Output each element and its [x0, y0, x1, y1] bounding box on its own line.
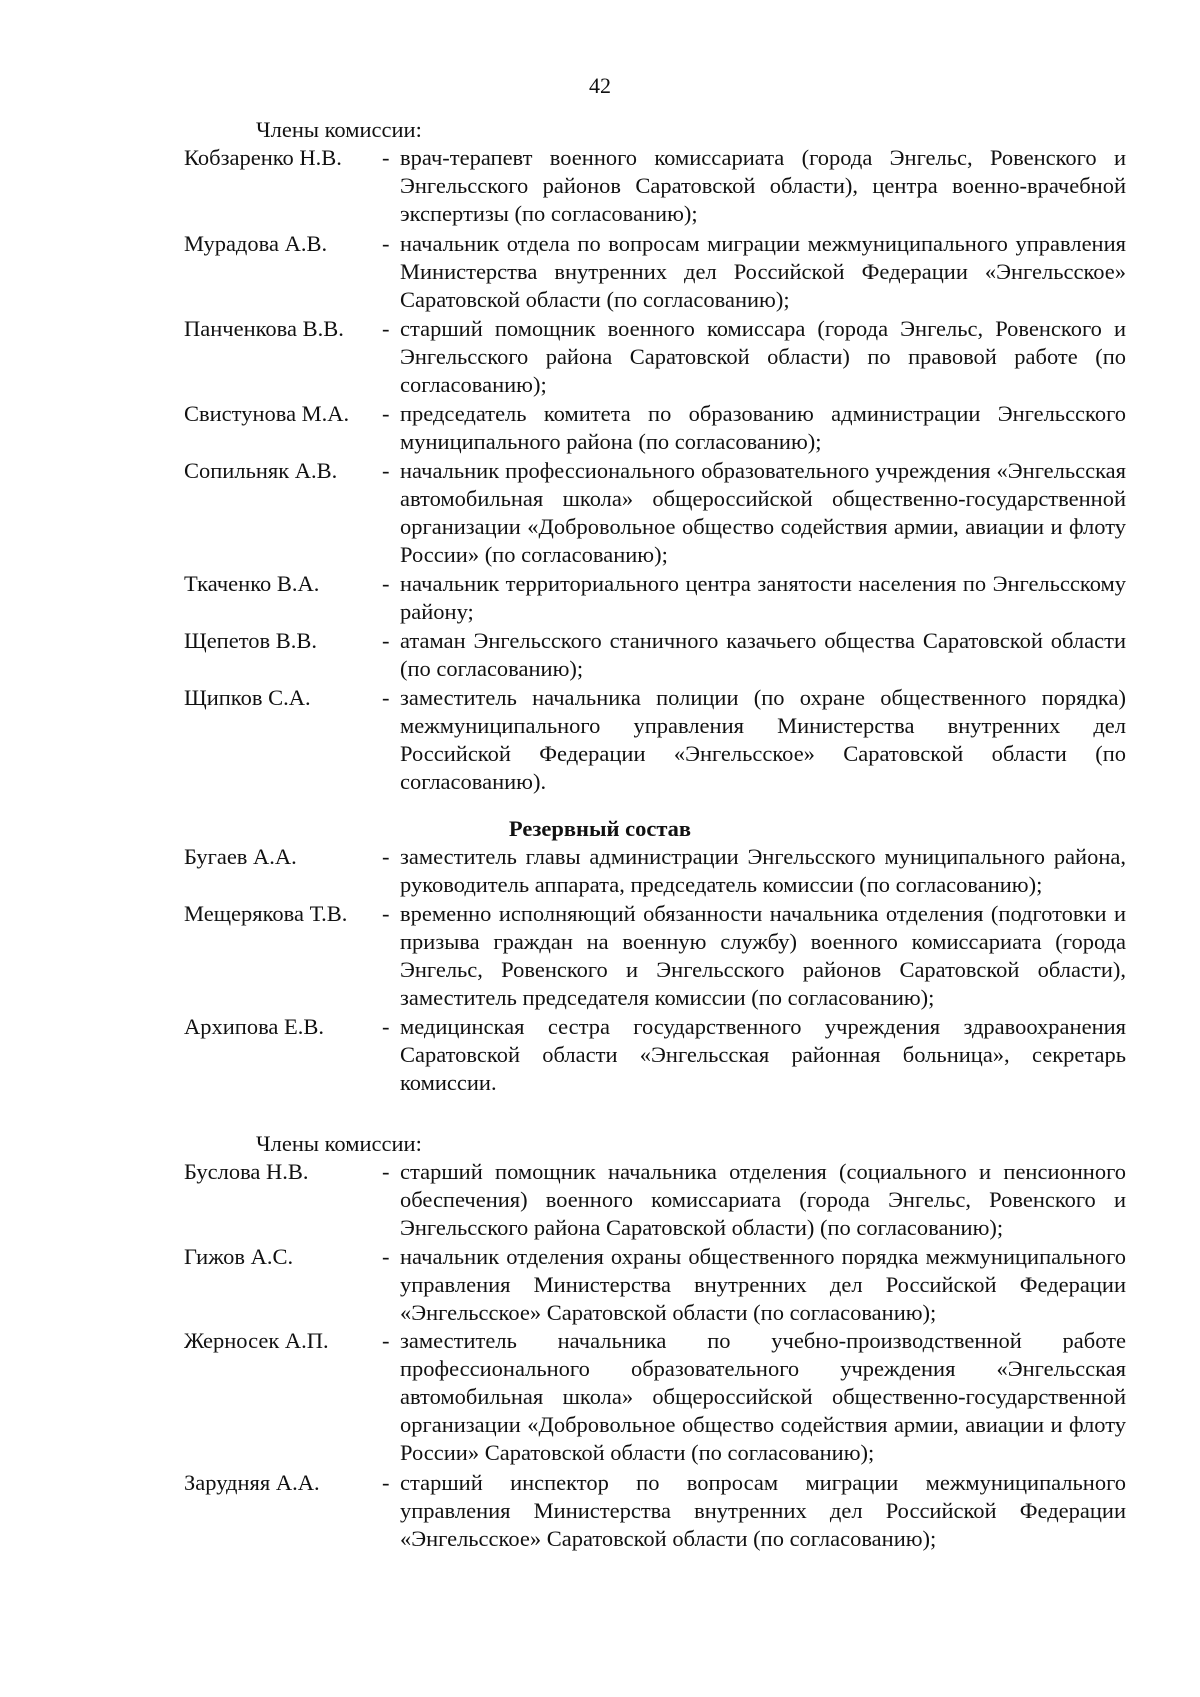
member-role: заместитель начальника по учебно-производственной работе профессионального образовательного учреждения «Энгельсская автомобильная школа» общероссийской общественно-государственной организации «Добровольное общество содействия армии, авиации и флоту России» Саратовской области (по согласованию); — [400, 1328, 1126, 1465]
member-name: Мурадова А.В. — [184, 231, 328, 256]
member-role: старший помощник начальника отделения (социального и пенсионного обеспечения) военного комиссариата (города Энгельс, Ровенского и Энгельсского района Саратовской области) (по согласованию); — [400, 1159, 1126, 1240]
member-name: Ткаченко В.А. — [184, 571, 320, 596]
dash: - — [382, 231, 390, 256]
member-entry — [184, 1469, 1126, 1553]
members-label-2: Члены комиссии: — [256, 1131, 422, 1156]
member-name: Буслова Н.В. — [184, 1159, 309, 1184]
member-entry — [184, 1158, 1126, 1242]
member-name: Щипков С.А. — [184, 685, 311, 710]
member-name: Панченкова В.В. — [184, 316, 344, 341]
member-role: начальник профессионального образовательного учреждения «Энгельсская автомобильная школа» общероссийской общественно-государственной организации «Добровольное общество содействия армии, авиации и флоту России» (по согласованию); — [400, 458, 1126, 567]
dash: - — [382, 458, 390, 483]
member-entry — [184, 684, 1126, 796]
dash: - — [382, 844, 390, 869]
member-entry — [184, 400, 1126, 456]
member-name: Кобзаренко Н.В. — [184, 145, 342, 170]
member-name: Мещерякова Т.В. — [184, 901, 348, 926]
member-name: Щепетов В.В. — [184, 628, 318, 653]
member-role: заместитель главы администрации Энгельсского муниципального района, руководитель аппарата, председатель комиссии (по согласованию); — [400, 844, 1126, 897]
member-entry — [184, 900, 1126, 1012]
dash: - — [382, 1244, 390, 1269]
member-role: начальник отдела по вопросам миграции межмуниципального управления Министерства внутренних дел Российской Федерации «Энгельсское» Саратовской области (по согласованию); — [400, 231, 1126, 312]
members-label-1: Члены комиссии: — [256, 117, 422, 142]
member-name: Архипова Е.В. — [184, 1014, 325, 1039]
member-entry — [184, 144, 1126, 228]
member-role: старший помощник военного комиссара (города Энгельс, Ровенского и Энгельсского района Саратовской области) по правовой работе (по согласованию); — [400, 316, 1126, 397]
member-name: Бугаев А.А. — [184, 844, 297, 869]
member-entry — [184, 627, 1126, 683]
member-name: Зарудняя А.А. — [184, 1470, 320, 1495]
member-entry — [184, 1243, 1126, 1327]
member-role: временно исполняющий обязанности начальника отделения (подготовки и призыва граждан на военную службу) военного комиссариата (города Энгельс, Ровенского и Энгельсского районов Саратовской области), заместитель председателя комиссии (по согласованию); — [400, 901, 1126, 1010]
dash: - — [382, 628, 390, 653]
reserve-heading: Резервный состав — [508, 816, 692, 841]
member-name: Жерносек А.П. — [184, 1328, 329, 1353]
member-role: председатель комитета по образованию администрации Энгельсского муниципального района (по согласованию); — [400, 401, 1126, 454]
dash: - — [382, 1328, 390, 1353]
member-role: начальник территориального центра занятости населения по Энгельсскому району; — [400, 571, 1126, 624]
member-entry — [184, 843, 1126, 899]
dash: - — [382, 401, 390, 426]
member-name: Свистунова М.А. — [184, 401, 350, 426]
member-entry — [184, 1327, 1126, 1467]
page-number: 42 — [589, 73, 611, 98]
dash: - — [382, 901, 390, 926]
member-role: заместитель начальника полиции (по охране общественного порядка) межмуниципального управления Министерства внутренних дел Российской Федерации «Энгельсское» Саратовской области (по согласованию). — [400, 685, 1126, 794]
member-entry — [184, 570, 1126, 626]
dash: - — [382, 685, 390, 710]
member-role: атаман Энгельсского станичного казачьего общества Саратовской области (по согласованию); — [400, 628, 1126, 681]
dash: - — [382, 571, 390, 596]
member-role: старший инспектор по вопросам миграции межмуниципального управления Министерства внутренних дел Российской Федерации «Энгельсское» Саратовской области (по согласованию); — [400, 1470, 1126, 1551]
member-name: Гижов А.С. — [184, 1244, 294, 1269]
dash: - — [382, 316, 390, 341]
member-name: Сопильняк А.В. — [184, 458, 338, 483]
dash: - — [382, 1014, 390, 1039]
dash: - — [382, 1159, 390, 1184]
dash: - — [382, 1470, 390, 1495]
dash: - — [382, 145, 390, 170]
member-entry — [184, 315, 1126, 399]
member-role: врач-терапевт военного комиссариата (города Энгельс, Ровенского и Энгельсского районов Саратовской области), центра военно-врачебной экспертизы (по согласованию); — [400, 145, 1126, 226]
member-entry — [184, 230, 1126, 314]
member-entry — [184, 457, 1126, 569]
member-role: медицинская сестра государственного учреждения здравоохранения Саратовской области «Энгельсская районная больница», секретарь комиссии. — [400, 1014, 1126, 1095]
member-entry — [184, 1013, 1126, 1097]
member-role: начальник отделения охраны общественного порядка межмуниципального управления Министерства внутренних дел Российской Федерации «Энгельсское» Саратовской области (по согласованию); — [400, 1244, 1126, 1325]
